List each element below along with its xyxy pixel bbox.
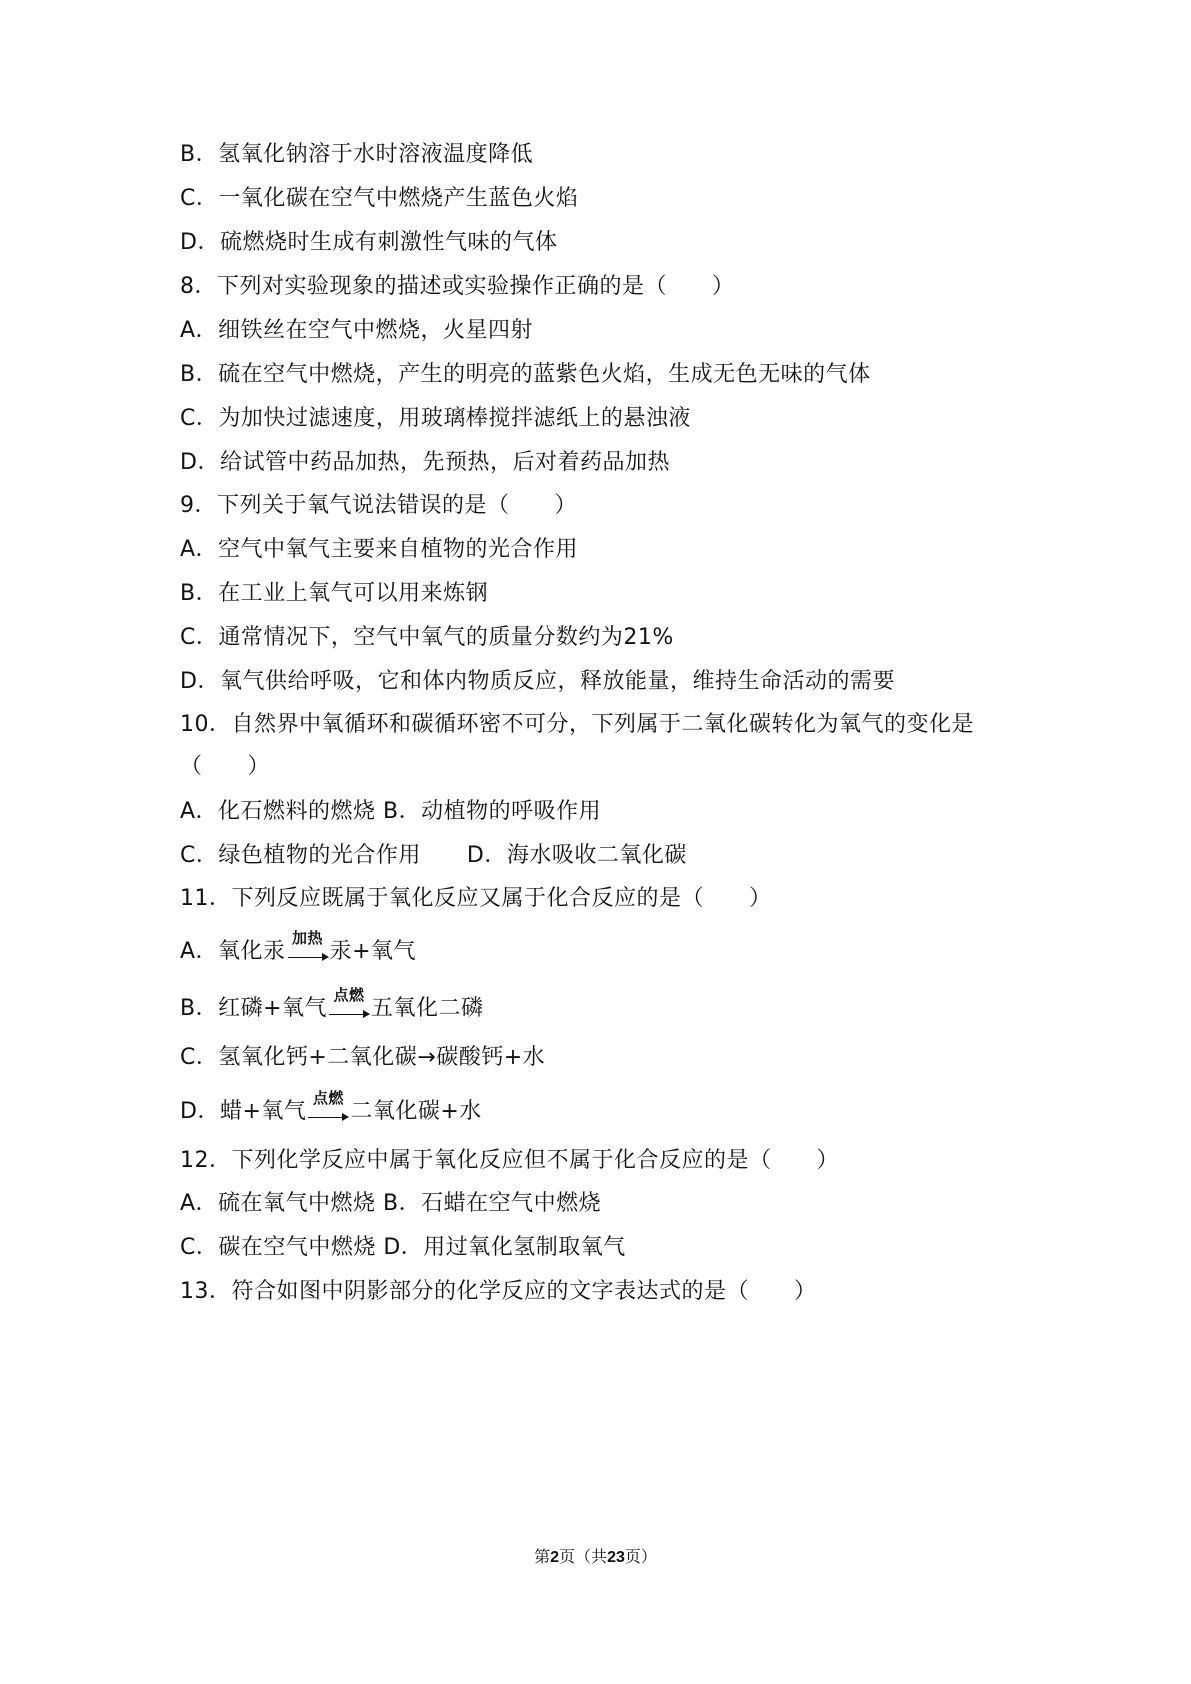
q11-a-right: 汞+氧气 xyxy=(329,939,416,964)
q11-a-left: A．氧化汞 xyxy=(180,939,286,964)
q11-b-left: B．红磷+氧气 xyxy=(180,996,328,1021)
q11-b-right: 五氧化二磷 xyxy=(371,996,484,1021)
q9-option-d: D．氧气供给呼吸，它和体内物质反应，释放能量，维持生命活动的需要 xyxy=(180,669,895,694)
reaction-arrow-icon xyxy=(287,929,329,967)
q10-option-d: D．海水吸收二氧化碳 xyxy=(466,843,687,868)
q10-option-c: C．绿色植物的光合作用 xyxy=(180,843,421,868)
q7-option-c: C．一氧化碳在空气中燃烧产生蓝色火焰 xyxy=(180,186,579,211)
page-number: 2 xyxy=(550,1549,560,1566)
q8-option-b: B．硫在空气中燃烧，产生的明亮的蓝紫色火焰，生成无色无味的气体 xyxy=(180,362,871,387)
q8-stem: 8．下列对实验现象的描述或实验操作正确的是（ ） xyxy=(180,274,735,299)
q8-option-d: D．给试管中药品加热，先预热，后对着药品加热 xyxy=(180,450,670,475)
q7-option-d: D．硫燃烧时生成有刺激性气味的气体 xyxy=(180,230,558,255)
q9-option-a: A．空气中氧气主要来自植物的光合作用 xyxy=(180,537,579,562)
q10-options-cd xyxy=(180,841,687,871)
q8-option-c: C．为加快过滤速度，用玻璃棒搅拌滤纸上的悬浊液 xyxy=(180,406,691,431)
q9-option-b: B．在工业上氧气可以用来炼钢 xyxy=(180,581,489,606)
reaction-arrow-icon xyxy=(307,1089,349,1127)
q11-option-d xyxy=(180,1089,482,1127)
q12-options-cd: C．碳在空气中燃烧 D．用过氧化氢制取氧气 xyxy=(180,1235,626,1260)
q9-stem: 9．下列关于氧气说法错误的是（ ） xyxy=(180,493,577,518)
reaction-condition: 加热 xyxy=(292,929,324,947)
q10-stem-paren: （ ） xyxy=(180,754,271,779)
reaction-condition: 点燃 xyxy=(333,986,365,1004)
q8-option-a: A．细铁丝在空气中燃烧，火星四射 xyxy=(180,318,534,343)
q11-option-a xyxy=(180,929,416,967)
q12-stem: 12．下列化学反应中属于氧化反应但不属于化合反应的是（ ） xyxy=(180,1148,839,1173)
q11-d-right: 二氧化碳+水 xyxy=(350,1099,482,1124)
reaction-condition: 点燃 xyxy=(312,1089,344,1107)
q13-stem: 13．符合如图中阴影部分的化学反应的文字表达式的是（ ） xyxy=(180,1279,817,1304)
q11-option-c: C．氢氧化钙+二氧化碳→碳酸钙+水 xyxy=(180,1045,546,1070)
page-total: 23 xyxy=(607,1549,625,1566)
q9-option-c: C．通常情况下，空气中氧气的质量分数约为21% xyxy=(180,625,674,650)
q7-option-b: B．氢氧化钠溶于水时溶液温度降低 xyxy=(180,142,534,167)
q10-options-ab: A．化石燃料的燃烧 B．动植物的呼吸作用 xyxy=(180,799,602,824)
reaction-arrow-icon xyxy=(328,986,370,1024)
q11-d-left: D．蜡+氧气 xyxy=(180,1099,307,1124)
q10-stem: 10．自然界中氧循环和碳循环密不可分，下列属于二氧化碳转化为氧气的变化是 xyxy=(180,712,974,737)
q11-option-b xyxy=(180,986,484,1024)
q12-options-ab: A．硫在氧气中燃烧 B．石蜡在空气中燃烧 xyxy=(180,1191,602,1216)
page-footer: 第2页（共23页） xyxy=(534,1547,657,1566)
q11-stem: 11．下列反应既属于氧化反应又属于化合反应的是（ ） xyxy=(180,886,772,911)
